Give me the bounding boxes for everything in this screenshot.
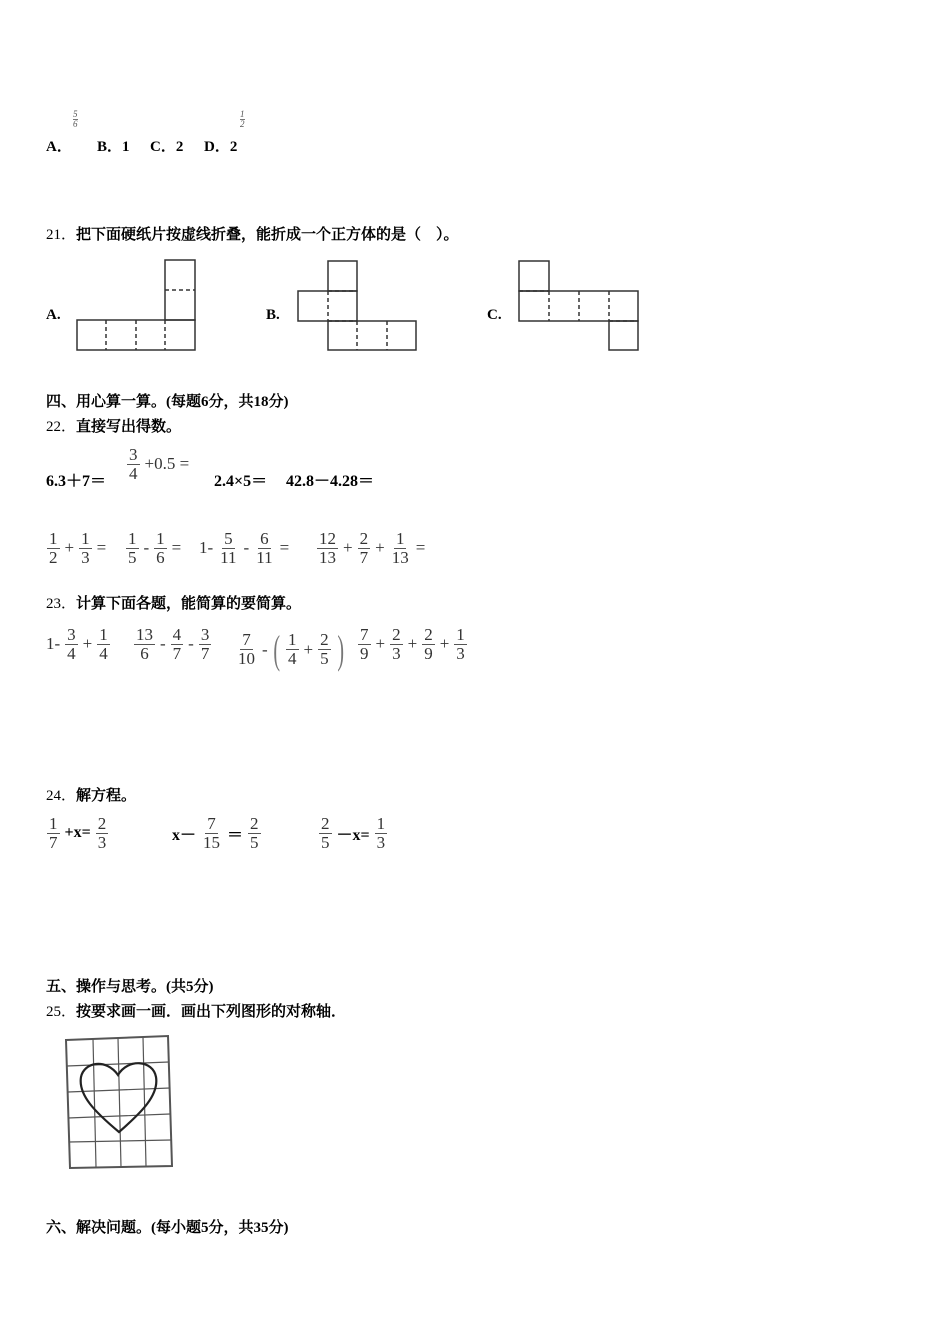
denominator: 7: [359, 547, 369, 567]
expression-text: =: [96, 538, 107, 558]
fraction: [218, 530, 238, 567]
fraction: [454, 626, 467, 663]
denominator: 4: [67, 643, 76, 663]
denominator: 4: [288, 649, 297, 668]
heart-grid: [66, 1036, 172, 1168]
expression-text: 1-: [199, 538, 214, 558]
expression-text: +: [407, 634, 418, 654]
denominator: 3: [456, 643, 465, 663]
numerator: 2: [392, 625, 401, 644]
expression-text: -: [160, 634, 166, 654]
expression-text: －x=: [336, 826, 370, 844]
numerator: 1: [456, 625, 465, 644]
q22-expression: [197, 530, 291, 567]
q23-expression: [355, 626, 470, 663]
expression-text: -: [143, 538, 150, 558]
denominator: 3: [81, 547, 90, 567]
fraction: [47, 815, 60, 852]
numerator: 13: [136, 625, 153, 644]
numerator: 1: [288, 630, 297, 650]
option-d: D．2: [204, 139, 238, 155]
expression-text: x－: [172, 826, 197, 844]
q23-expression: [131, 626, 214, 663]
numerator: 6: [260, 529, 269, 548]
numerator: 7: [242, 630, 251, 650]
fraction: [422, 626, 435, 663]
q22-expression: [212, 468, 269, 491]
numerator: 1: [128, 529, 137, 548]
fraction: [199, 626, 212, 663]
expression-text: =: [279, 538, 290, 558]
denominator: 6: [156, 547, 165, 567]
section-6-heading: 六、解决问题。(每小题5分，共35分): [46, 1220, 289, 1236]
numerator: 1: [156, 529, 165, 548]
numerator: 2: [250, 814, 259, 833]
fraction: [248, 815, 261, 852]
numerator: 12: [319, 529, 336, 548]
denominator: 10: [238, 649, 255, 668]
expression-text: +: [82, 634, 93, 654]
denominator: 7: [49, 832, 58, 852]
net-option-c-label: C.: [487, 307, 502, 323]
option-c: C．2: [150, 139, 184, 155]
numerator: 7: [207, 814, 216, 833]
parenthesis: ): [336, 627, 344, 672]
numerator: 1: [395, 529, 405, 548]
numerator: 3: [200, 625, 210, 644]
fraction: [47, 530, 60, 567]
denominator: 5: [321, 832, 330, 852]
fraction: [286, 631, 299, 668]
expression-text: +x=: [64, 824, 91, 842]
denominator: 9: [360, 643, 369, 663]
expression-text: +: [375, 538, 385, 558]
parenthesis: (: [273, 627, 280, 672]
fraction: [171, 626, 184, 663]
fraction: [134, 626, 155, 663]
expression-text: +: [64, 538, 75, 558]
expression-text: =: [171, 538, 182, 558]
expression-text: 2.4×5＝: [214, 473, 268, 490]
fraction: [201, 815, 222, 852]
option-a: A．: [46, 139, 72, 155]
question-25: 25．按要求画一画．画出下列图形的对称轴．: [46, 1004, 347, 1020]
equation: [170, 815, 264, 852]
fraction: [317, 530, 338, 567]
numerator: 2: [320, 630, 329, 650]
net-option-b-label: B.: [266, 307, 280, 323]
fraction: [390, 626, 403, 663]
expression-text: ＝: [227, 826, 244, 844]
denominator: 2: [49, 547, 58, 567]
denominator: 3: [376, 832, 386, 852]
question-21: 21．把下面硬纸片按虚线折叠，能折成一个正方体的是（ ）。: [46, 227, 459, 243]
equation: [44, 815, 111, 852]
option-b: B．1: [97, 139, 130, 155]
question-24: 24．解方程。: [46, 788, 137, 804]
expression-text: -: [243, 538, 250, 558]
denominator: 11: [220, 547, 237, 567]
denominator: 3: [392, 643, 401, 663]
fraction: [127, 446, 140, 483]
numerator: 2: [359, 529, 369, 548]
fraction: [375, 815, 388, 852]
denominator: 4: [129, 463, 138, 483]
numerator: 1: [376, 814, 386, 833]
q23-expression: [44, 626, 113, 663]
numerator: 1: [49, 814, 58, 833]
denominator: 6: [140, 643, 149, 663]
denominator: 5: [128, 547, 137, 567]
q22-expression: [284, 468, 376, 491]
denominator: 13: [319, 547, 336, 567]
cube-net-b: [298, 261, 416, 350]
q23-expression: [233, 626, 347, 673]
option-d-exponent: 1 2: [240, 109, 245, 129]
fraction: [318, 631, 331, 668]
question-22: 22．直接写出得数。: [46, 419, 182, 435]
expression-text: 6.3＋7＝: [46, 473, 107, 490]
fraction: [254, 530, 274, 567]
expression-text: -: [262, 639, 268, 659]
numerator: 2: [424, 625, 433, 644]
numerator: 2: [321, 814, 330, 833]
denominator: 13: [391, 547, 409, 567]
numerator: 5: [224, 529, 233, 548]
fraction: [358, 626, 371, 663]
cube-net-c: [519, 261, 638, 350]
denominator: 11: [256, 547, 273, 567]
denominator: 5: [250, 832, 259, 852]
q22-expression: [44, 530, 108, 567]
fraction: [96, 815, 109, 852]
expression-text: -: [188, 634, 194, 654]
numerator: 3: [129, 445, 138, 464]
numerator: 1: [99, 625, 108, 644]
fraction: [236, 631, 257, 668]
net-option-a-label: A.: [46, 307, 61, 323]
expression-text: 1-: [46, 634, 61, 654]
expression-text: +0.5 =: [144, 454, 190, 474]
expression-text: +: [375, 634, 386, 654]
section-5-heading: 五、操作与思考。(共5分): [46, 979, 214, 995]
fraction: [390, 530, 411, 567]
numerator: 4: [172, 625, 182, 644]
denominator: 3: [97, 832, 107, 852]
denominator: 15: [203, 832, 221, 852]
denominator: 5: [320, 649, 329, 668]
numerator: 1: [81, 529, 90, 548]
q22-expression: [44, 468, 108, 491]
fraction: [97, 626, 110, 663]
fraction: [79, 530, 92, 567]
numerator: 3: [67, 625, 76, 644]
equation: [316, 815, 390, 852]
q22-expression: [124, 446, 191, 483]
fraction: [65, 626, 78, 663]
denominator: 7: [172, 643, 182, 663]
cube-net-a: [77, 260, 195, 350]
denominator: 9: [424, 643, 433, 663]
fraction: [154, 530, 167, 567]
section-4-heading: 四、用心算一算。(每题6分，共18分): [46, 394, 289, 410]
fraction: [358, 530, 371, 567]
question-23: 23．计算下面各题，能简算的要简算。: [46, 596, 302, 612]
expression-text: +: [303, 639, 314, 659]
expression-text: +: [439, 634, 450, 654]
expression-text: +: [343, 538, 353, 558]
denominator: 7: [200, 643, 210, 663]
numerator: 1: [49, 529, 58, 548]
q22-expression: [123, 530, 183, 567]
expression-text: 42.8－4.28＝: [286, 473, 375, 490]
q22-expression: [314, 530, 427, 567]
numerator: 2: [97, 814, 107, 833]
numerator: 7: [360, 625, 369, 644]
fraction: [319, 815, 332, 852]
expression-text: =: [415, 538, 426, 558]
option-a-fraction: 5 6: [73, 109, 78, 129]
fraction: [126, 530, 139, 567]
denominator: 4: [99, 643, 108, 663]
